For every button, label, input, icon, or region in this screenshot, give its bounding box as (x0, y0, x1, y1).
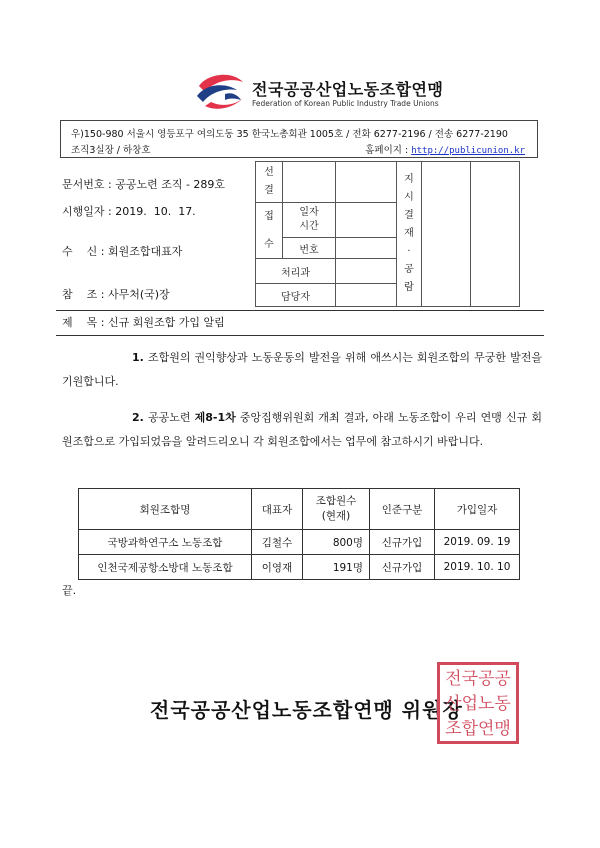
paragraph-1-number: 1. (132, 351, 144, 364)
members-table (78, 488, 520, 580)
header-cell: 인준구분 (370, 489, 435, 530)
join-date: 2019. 10. 10 (435, 555, 520, 580)
member-count: 800명 (303, 530, 370, 555)
homepage-label: 홈페이지 : (365, 145, 409, 156)
doc-number-label: 문서번호 (62, 178, 105, 191)
datetime-cell (336, 203, 397, 238)
members-table-header (79, 489, 520, 530)
receipt-label: 접 수 (256, 203, 283, 259)
approval-cell (336, 162, 397, 203)
approval-type: 신규가입 (370, 530, 435, 555)
officer-cell (336, 284, 397, 307)
contact-address: 우)150-980 서울시 영등포구 여의도동 35 한국노총회관 1005호 / 전화 6277-2196 / 전송 6277-2190 (71, 129, 508, 140)
org-name-ko: 전국공공산업노동조합연맹 (252, 80, 444, 99)
table-row (79, 530, 520, 555)
processing-dept-label: 처리과 (256, 259, 336, 284)
datetime-label: 일자 시간 (283, 203, 336, 238)
date-value: : 2019. 10. 17. (108, 205, 196, 218)
reference-label: 참 조 (62, 288, 98, 301)
recipient-value: : 회원조합대표자 (100, 245, 183, 258)
approval-type: 신규가입 (370, 555, 435, 580)
recipient-row (62, 243, 182, 259)
subject-row (56, 310, 544, 336)
official-seal (437, 662, 519, 744)
approval-cell (283, 162, 336, 203)
directive-cell (422, 162, 471, 307)
homepage (365, 142, 525, 156)
contact-staff: 조직3실장 / 하창호 (71, 145, 151, 156)
doc-number-row (62, 176, 225, 192)
seal-line: 전국공공 (445, 669, 511, 689)
pre-approval-label: 선 결 (256, 162, 283, 203)
header-cell: 가입일자 (435, 489, 520, 530)
paragraph-2-number: 2. (132, 411, 144, 424)
date-label: 시행일자 (62, 205, 105, 218)
homepage-link[interactable]: http://publicunion.kr (411, 146, 525, 156)
paragraph-1-text: 조합원의 권익향상과 노동운동의 발전을 위해 애쓰시는 회원조합의 무궁한 발전을 기원합니다. (62, 351, 542, 388)
approval-table (255, 161, 520, 307)
end-mark: 끝. (62, 584, 77, 597)
join-date: 2019. 09. 19 (435, 530, 520, 555)
header-cell: 회원조합명 (79, 489, 252, 530)
seal-line: 산업노동 (445, 694, 511, 714)
reference-row (62, 286, 170, 302)
paragraph-2-text-b: 중앙집행위원회 개최 결과, 아래 노동조합이 우리 연맹 신규 회원조합으로 가입되었음을 알려드리오니 각 회원조합에서는 업무에 참고하시기 바랍니다. (62, 411, 542, 448)
paragraph-2-meeting: 제8-1차 (194, 411, 236, 424)
header-cell: 대표자 (252, 489, 303, 530)
seal-line: 조합연맹 (445, 719, 511, 739)
table-row (79, 555, 520, 580)
number-label: 번호 (283, 238, 336, 259)
doc-number-value: : 공공노련 조직 - 289호 (108, 178, 226, 191)
subject-label: 제 목 (62, 316, 98, 329)
processing-dept-cell (336, 259, 397, 284)
directive-label: 지 시 결 재 · 공 람 (397, 162, 422, 307)
date-row (62, 203, 196, 219)
reference-value: : 사무처(국)장 (100, 288, 170, 301)
header-cell: 조합원수 (현재) (303, 489, 370, 530)
contact-box (60, 120, 538, 158)
union-logo-icon (195, 72, 247, 114)
member-count: 191명 (303, 555, 370, 580)
subject-text: : 신규 회원조합 가입 알림 (100, 316, 225, 329)
paragraph-2-text-a: 공공노련 (147, 411, 195, 424)
number-cell (336, 238, 397, 259)
officer-label: 담당자 (256, 284, 336, 307)
directive-cell (471, 162, 520, 307)
paragraph-2 (62, 406, 542, 454)
representative: 이영재 (252, 555, 303, 580)
signature: 전국공공산업노동조합연맹 위원장 (150, 698, 463, 722)
union-name: 국방과학연구소 노동조합 (79, 530, 252, 555)
recipient-label: 수 신 (62, 245, 98, 258)
org-name-en: Federation of Korean Public Industry Trade Unions (252, 99, 439, 108)
union-name: 인천국제공항소방대 노동조합 (79, 555, 252, 580)
representative: 김철수 (252, 530, 303, 555)
paragraph-1 (62, 346, 542, 394)
